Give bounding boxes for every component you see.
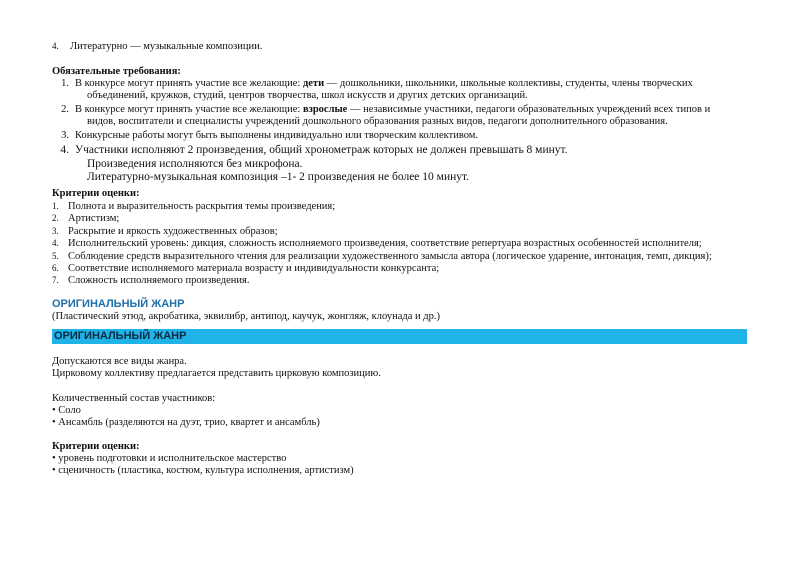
list-number: 3. (61, 130, 69, 141)
bullet-item: • Ансамбль (разделяются на дуэт, трио, квартет и ансамбль) (52, 417, 320, 428)
list-number: 3. (52, 225, 59, 236)
list-number: 7. (52, 275, 59, 286)
list-text: Артистизм; (68, 213, 120, 225)
list-item (52, 200, 752, 212)
bullet-item: • Соло (52, 405, 81, 416)
list-text: Сложность исполняемого произведения. (68, 275, 250, 287)
section-banner-title: ОРИГИНАЛЬНЫЙ ЖАНР (54, 330, 187, 342)
genre-title: ОРИГИНАЛЬНЫЙ ЖАНР (52, 298, 185, 310)
list-number: 6. (52, 262, 59, 273)
list-text: В конкурсе могут принять участие все желающие: (75, 104, 303, 115)
list-text: — дошкольники, школьники, школьные коллективы, студенты, члены творческих (324, 78, 693, 89)
list-item (52, 104, 752, 116)
list-item-continuation: объединений, кружков, студий, центров творчества, школ искусств и других детских организаций. (87, 90, 528, 101)
section-paragraph: Цирковому коллективу предлагается представить цирковую композицию. (52, 368, 381, 379)
section-paragraph: Допускаются все виды жанра. (52, 356, 187, 367)
list-item (52, 274, 752, 286)
list-item (52, 78, 752, 90)
list-item-continuation: Произведения исполняются без микрофона. (87, 157, 303, 170)
list-number: 4. (52, 238, 59, 249)
list-item (52, 250, 752, 262)
list-number: 4. (52, 41, 59, 51)
list-item (52, 262, 752, 274)
bullet-item: • сценичность (пластика, костюм, культура исполнения, артистизм) (52, 465, 354, 476)
list-text: Участники исполняют 2 произведения, общий хронометраж которых не должен превышать 8 минут. (75, 144, 568, 156)
list-text: Полнота и выразительность раскрытия темы произведения; (68, 201, 336, 212)
list-number: 5. (52, 250, 59, 261)
list-item (52, 144, 752, 158)
list-number: 1. (52, 201, 59, 211)
composition-heading: Количественный состав участников: (52, 393, 216, 404)
list-text: Раскрытие и яркость художественных образов; (68, 225, 278, 237)
emphasis-text: взрослые (302, 104, 348, 115)
list-number: 2. (61, 104, 69, 115)
requirements-heading: Обязательные требования: (52, 66, 181, 77)
criteria-list (52, 200, 752, 287)
bullet-item: • уровень подготовки и исполнительское мастерство (52, 453, 287, 464)
criteria-heading: Критерии оценки: (52, 188, 140, 199)
list-text: Исполнительский уровень: дикция, сложность исполняемого произведения, соответствие репертуара возрастных особенностей исполнителя; (68, 238, 702, 250)
section-banner (52, 329, 747, 344)
list-text: Соблюдение средств выразительного чтения для реализации художественного замысла автора (логическое ударение, интонация, темп, дикция); (68, 250, 712, 262)
criteria-heading: Критерии оценки: (52, 441, 140, 452)
list-number: 1. (61, 78, 69, 89)
list-number: 4. (60, 144, 69, 156)
list-text: Конкурсные работы могут быть выполнены индивидуально или творческим коллективом. (75, 130, 479, 141)
requirements-list (52, 78, 752, 185)
list-item (52, 130, 752, 142)
top-list-item (52, 40, 752, 53)
list-text: В конкурсе могут принять участие все желающие: (75, 78, 303, 89)
list-item (52, 225, 752, 237)
list-item-continuation: видов, воспитатели и специалисты учреждений дошкольного образования разных видов, педагоги дополнительного образования. (87, 116, 668, 127)
list-number: 2. (52, 213, 59, 224)
list-item (52, 212, 752, 224)
list-text: Соответствие исполняемого материала возрасту и индивидуальности конкурсанта; (68, 262, 440, 274)
genre-description: (Пластический этюд, акробатика, эквилибр, антипод, каучук, жонгляж, клоунада и др.) (52, 311, 440, 322)
list-text: — независимые участники, педагоги образовательных учреждений всех типов и (347, 104, 711, 115)
list-item-continuation: Литературно-музыкальная композиция –1- 2 произведения не более 10 минут. (87, 171, 470, 183)
list-text: Литературно — музыкальные композиции. (70, 41, 263, 52)
emphasis-text: дети (302, 78, 325, 89)
list-item (52, 237, 752, 249)
